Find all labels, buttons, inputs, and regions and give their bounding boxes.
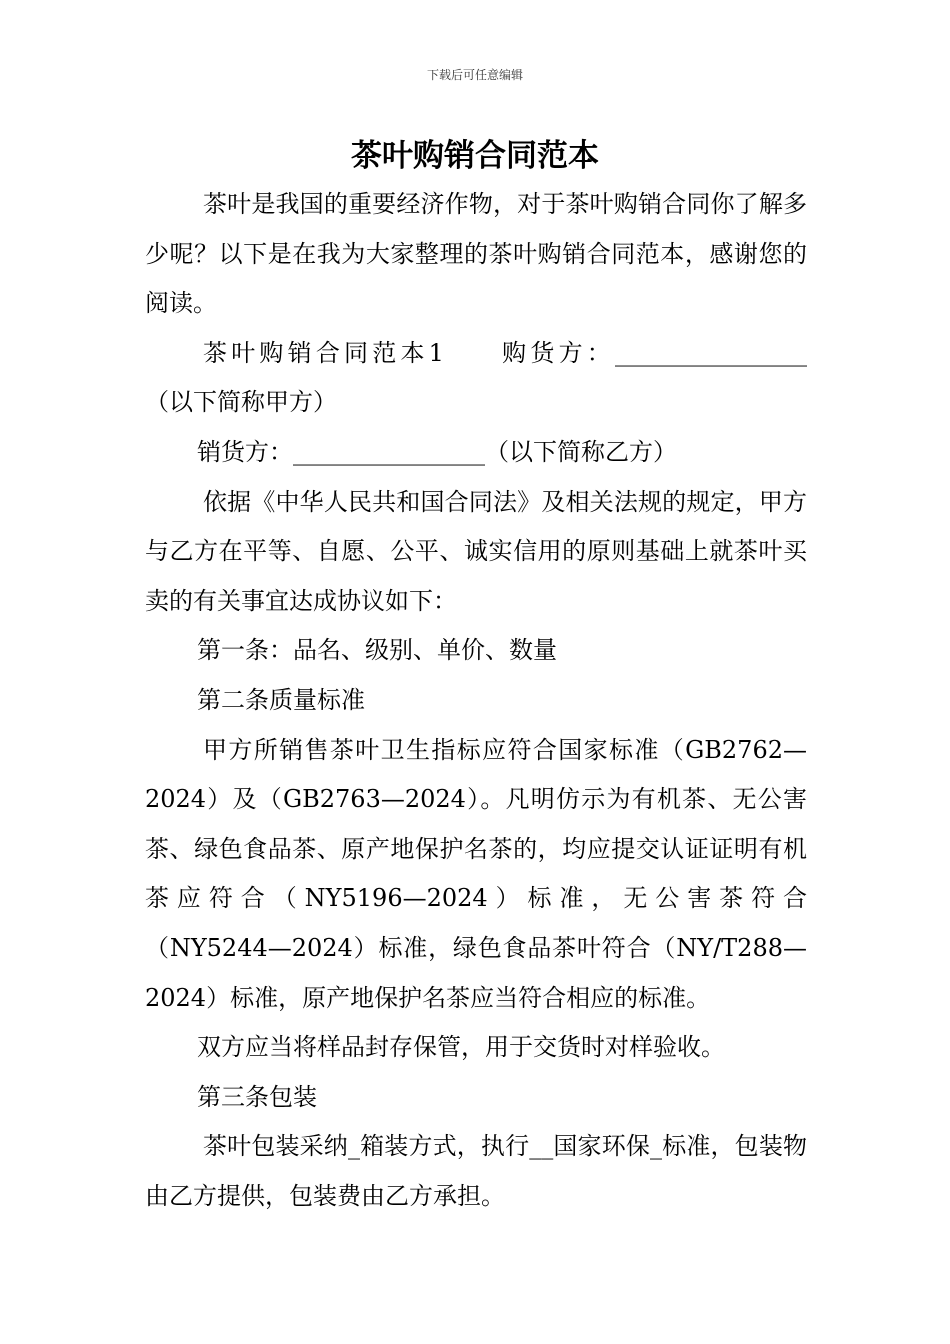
sample-paragraph: 双方应当将样品封存保管，用于交货时对样验收。 <box>197 1033 725 1062</box>
buyer-line <box>145 329 807 379</box>
page-header: 下载后可任意编辑 <box>426 68 523 82</box>
buyer-field: 购货方：________________ <box>497 338 807 367</box>
article-3-heading: 第三条包装 <box>197 1082 317 1111</box>
article-1: 第一条：品名、级别、单价、数量 <box>197 636 557 665</box>
quality-paragraph: 甲方所销售茶叶卫生指标应符合国家标准（GB2762—2024）及（GB2763—2024）。凡明仿示为有机茶、无公害茶、绿色食品茶、原产地保护名茶的，均应提交认证证明有机茶应符合（NY5196—2024）标准，无公害茶符合（NY5244—2024）标准，绿色食品茶叶符合（NY/T288—2024）标准，原产地保护名茶应当符合相应的标准。 <box>145 735 807 1012</box>
buyer-note: （以下简称甲方） <box>145 388 337 417</box>
document-body <box>145 180 807 1221</box>
article-2-heading: 第二条质量标准 <box>197 685 365 714</box>
document-title: 茶叶购销合同范本 <box>351 138 599 174</box>
packing-paragraph: 茶叶包装采纳_箱装方式，执行__国家环保_标准，包装物由乙方提供，包装费由乙方承担。 <box>145 1132 807 1210</box>
seller-line: 销货方：________________（以下简称乙方） <box>197 437 677 466</box>
intro-paragraph: 茶叶是我国的重要经济作物，对于茶叶购销合同你了解多少呢？以下是在我为大家整理的茶叶购销合同范本，感谢您的阅读。 <box>145 190 807 318</box>
basis-paragraph: 依据《中华人民共和国合同法》及相关法规的规定，甲方与乙方在平等、自愿、公平、诚实信用的原则基础上就茶叶买卖的有关事宜达成协议如下： <box>145 487 807 615</box>
contract-sample-heading: 茶叶购销合同范本1 <box>203 338 444 367</box>
